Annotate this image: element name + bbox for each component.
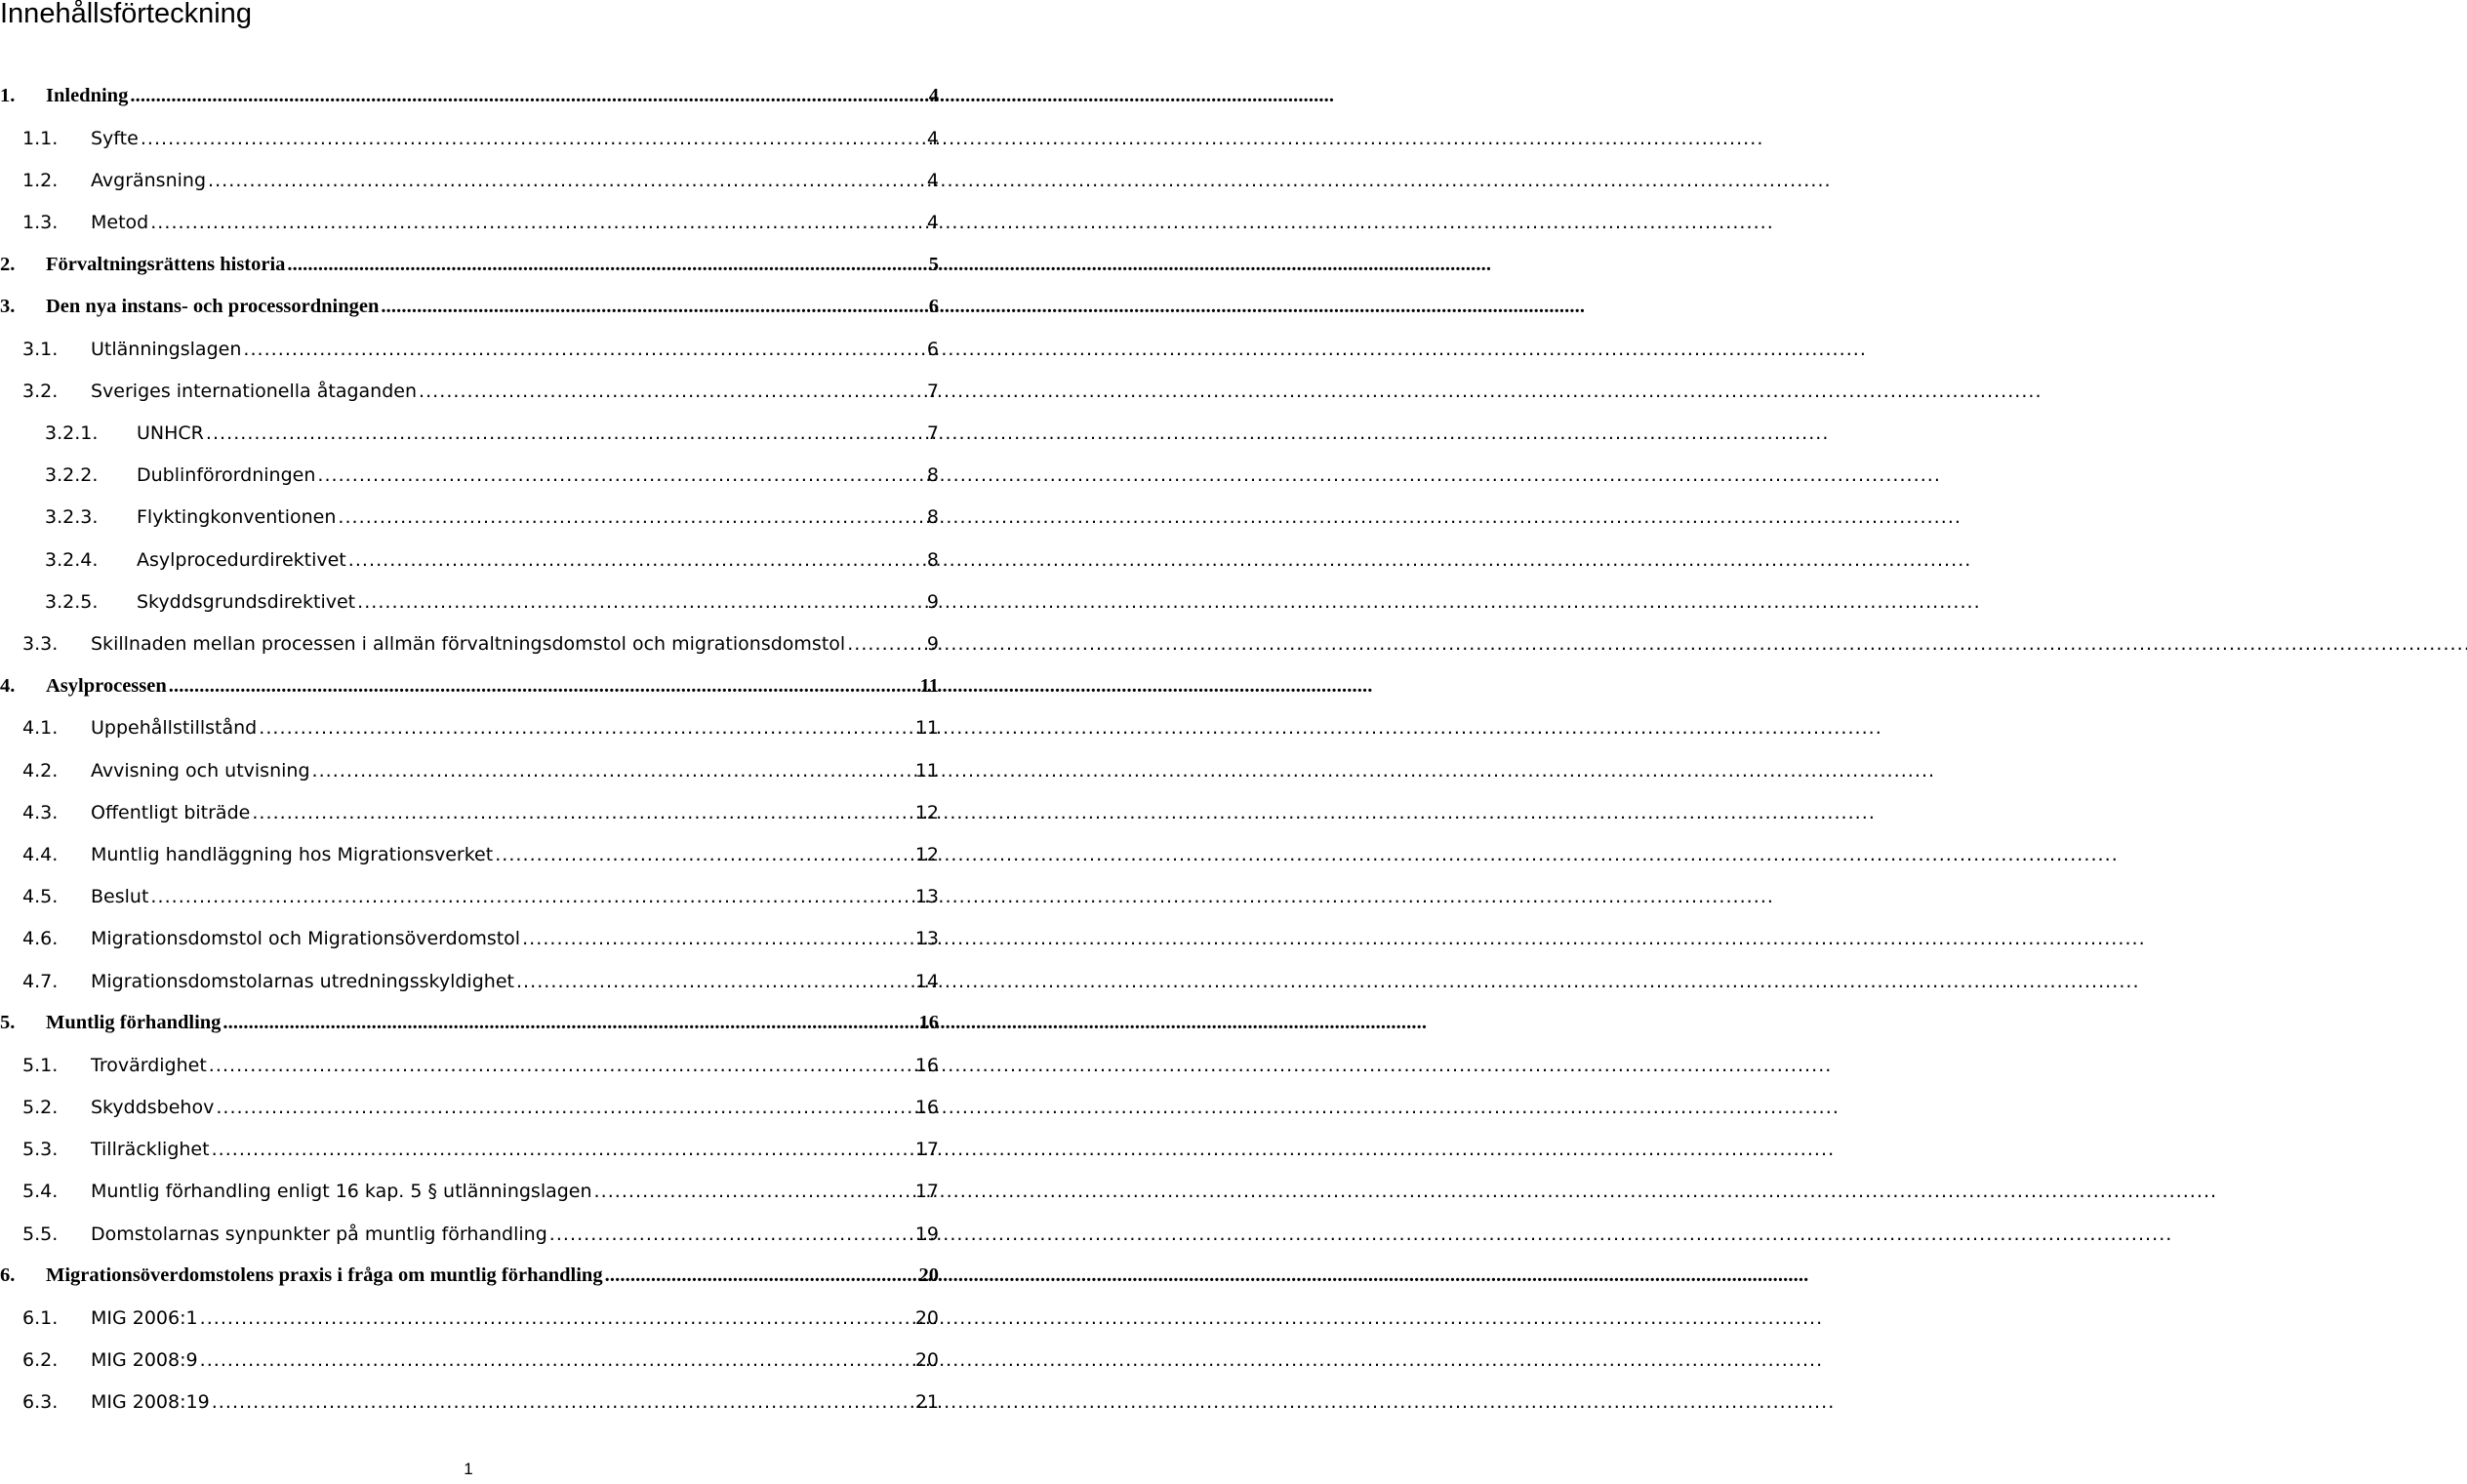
toc-entry-title[interactable]: Flyktingkonventionen (137, 506, 337, 529)
dot-leader (522, 928, 2142, 949)
toc-entry-number: 4.7. (22, 970, 59, 992)
toc-entry-title[interactable]: Skyddsgrundsdirektivet (137, 590, 356, 613)
toc-entry-number: 5.4. (22, 1181, 59, 1203)
toc-entry-number: 5.5. (22, 1223, 59, 1245)
toc-entry-title-leader (91, 717, 918, 739)
toc-entry[interactable] (0, 876, 939, 918)
toc-entry-title[interactable]: Sveriges internationella åtaganden (91, 380, 417, 402)
toc-entry-title[interactable]: Förvaltningsrättens historia (46, 253, 286, 275)
toc-entry-number: 6.3. (22, 1391, 59, 1414)
dot-leader (287, 254, 1488, 276)
toc-entry[interactable] (0, 707, 939, 749)
toc-entry-page: 16 (914, 1097, 939, 1119)
toc-entry[interactable] (0, 455, 939, 497)
toc-entry-title-leader (91, 170, 918, 191)
toc-entry-title[interactable]: Trovärdighet (91, 1054, 207, 1076)
dot-leader (312, 760, 1932, 782)
toc-entry-title[interactable]: Migrationsdomstolarnas utredningsskyldighet (91, 970, 514, 992)
dot-leader (259, 717, 1879, 739)
dot-leader (605, 1264, 1806, 1287)
dot-leader (516, 971, 2136, 992)
toc-entry-title[interactable]: Muntlig förhandling enligt 16 kap. 5 § utlänningslagen (91, 1181, 592, 1203)
toc-entry[interactable] (0, 370, 939, 412)
toc-entry-page: 14 (914, 970, 939, 992)
toc-entry-page: 13 (914, 886, 939, 908)
toc-entry-title-leader (137, 464, 918, 486)
toc-entry[interactable] (0, 749, 939, 791)
toc-entry-title-leader (91, 128, 918, 149)
toc-entry-title-leader (91, 760, 918, 782)
toc-entry-number: 6.2. (22, 1349, 59, 1372)
dot-leader (130, 85, 1331, 107)
toc-entry-number: 6.1. (22, 1307, 59, 1330)
dot-leader (200, 1307, 1820, 1329)
toc-entry-number: 5.2. (22, 1097, 59, 1119)
toc-entry-title[interactable]: MIG 2006:1 (91, 1307, 198, 1330)
dot-leader (317, 464, 1937, 486)
toc-entry-number: 5.3. (22, 1139, 59, 1161)
toc-entry[interactable] (0, 1255, 939, 1297)
toc-entry-page: 8 (926, 548, 939, 571)
toc-entry[interactable] (0, 1213, 939, 1255)
toc-entry-title[interactable]: Skillnaden mellan processen i allmän förvaltningsdomstol och migrationsdomstol (91, 633, 846, 656)
toc-entry[interactable] (0, 622, 939, 664)
toc-entry[interactable] (0, 960, 939, 1002)
toc-entry[interactable] (0, 918, 939, 960)
toc-entry-title[interactable]: Utlänningslagen (91, 338, 242, 360)
toc-entry-title[interactable]: Avgränsning (91, 169, 207, 191)
toc-entry-title-leader (46, 1012, 918, 1034)
toc-entry-title[interactable]: Uppehållstillstånd (91, 717, 258, 740)
toc-entry-page: 16 (918, 1012, 939, 1034)
toc-entry[interactable] (0, 1297, 939, 1339)
toc-entry-title-leader (91, 339, 918, 360)
toc-entry-title[interactable]: Skyddsbehov (91, 1097, 215, 1119)
toc-entry-number: 3.2.1. (45, 422, 99, 445)
dot-leader (169, 675, 1370, 698)
toc-entry-page: 7 (926, 380, 939, 402)
toc-entry-number: 4.4. (22, 843, 59, 865)
toc-entry-page: 16 (914, 1054, 939, 1076)
toc-entry[interactable] (0, 286, 939, 328)
toc-entry-page: 4 (926, 212, 939, 234)
toc-entry-title-leader (46, 254, 918, 276)
dot-leader (206, 422, 1826, 444)
toc-entry-page: 8 (926, 506, 939, 529)
toc-entry-title-leader (91, 633, 918, 655)
table-of-contents (0, 75, 939, 1424)
toc-entry-page: 6 (928, 296, 939, 318)
toc-entry-title-leader (91, 1097, 918, 1118)
toc-entry-page: 6 (926, 338, 939, 360)
toc-entry-number: 5. (0, 1012, 16, 1034)
dot-leader (381, 296, 1582, 318)
toc-entry-title[interactable]: Syfte (91, 127, 139, 149)
toc-entry-number: 3.2.3. (45, 506, 99, 529)
toc-entry-number: 3.2. (22, 380, 59, 402)
toc-entry-title-leader (46, 85, 918, 107)
toc-entry[interactable] (0, 497, 939, 539)
toc-entry-title[interactable]: Metod (91, 212, 149, 234)
toc-entry-title[interactable]: UNHCR (137, 422, 204, 445)
toc-entry-title[interactable]: MIG 2008:9 (91, 1349, 198, 1372)
toc-entry-title-leader (91, 212, 918, 233)
toc-entry-page: 4 (926, 169, 939, 191)
toc-entry-page: 13 (914, 928, 939, 950)
toc-entry-number: 3.2.5. (45, 590, 99, 613)
toc-entry-number: 4.2. (22, 759, 59, 782)
dot-leader (495, 844, 2115, 865)
toc-entry-title[interactable]: Beslut (91, 886, 149, 908)
toc-entry[interactable] (0, 581, 939, 622)
dot-leader (348, 549, 1968, 571)
toc-entry-page: 7 (926, 422, 939, 445)
toc-entry-title-leader (91, 886, 918, 907)
toc-entry-title-leader (137, 506, 918, 528)
toc-entry-title-leader (91, 1391, 918, 1413)
toc-entry-page: 20 (918, 1264, 939, 1287)
toc-entry-title-leader (91, 1307, 918, 1329)
toc-entry-title-leader (137, 549, 918, 571)
dot-leader (338, 506, 1958, 528)
toc-entry[interactable] (0, 539, 939, 581)
toc-entry-title[interactable]: Muntlig förhandling (46, 1012, 222, 1034)
page-number: 1 (464, 1460, 473, 1478)
toc-entry-title[interactable]: Muntlig handläggning hos Migrationsverket (91, 843, 494, 865)
toc-entry-number: 3.2.4. (45, 548, 99, 571)
toc-entry-title[interactable]: Domstolarnas synpunkter på muntlig förhandling (91, 1223, 547, 1245)
toc-entry-title-leader (91, 1139, 918, 1160)
toc-entry[interactable] (0, 117, 939, 159)
toc-entry-title[interactable]: Dublinförordningen (137, 464, 316, 487)
toc-entry-number: 1.2. (22, 169, 59, 191)
toc-entry-title-leader (91, 1181, 918, 1202)
toc-entry-title-leader (91, 1055, 918, 1076)
dot-leader (847, 633, 2467, 655)
dot-leader (357, 591, 1977, 613)
toc-entry-number: 1.1. (22, 127, 59, 149)
toc-entry-title-leader (46, 1264, 918, 1287)
dot-leader (216, 1097, 1836, 1118)
toc-entry-title[interactable]: Asylprocessen (46, 674, 167, 697)
toc-entry-title[interactable]: Migrationsdomstol och Migrationsöverdomstol (91, 928, 521, 950)
toc-entry-title-leader (137, 591, 918, 613)
toc-entry-number: 4.1. (22, 717, 59, 740)
toc-entry-page: 4 (926, 127, 939, 149)
toc-entry-title-leader (91, 381, 918, 402)
dot-leader (208, 170, 1828, 191)
toc-entry[interactable] (0, 1171, 939, 1213)
toc-entry[interactable] (0, 159, 939, 201)
toc-entry[interactable] (0, 833, 939, 875)
toc-entry-title[interactable]: Tillräcklighet (91, 1139, 210, 1161)
toc-entry-title-leader (91, 802, 918, 823)
toc-entry-title[interactable]: Migrationsöverdomstolens praxis i fråga om muntlig förhandling (46, 1264, 603, 1287)
toc-entry-title-leader (46, 675, 918, 698)
toc-entry-title-leader (91, 1349, 918, 1371)
toc-entry-number: 3. (0, 296, 16, 318)
toc-entry-page: 20 (914, 1349, 939, 1372)
toc-entry-page: 12 (914, 801, 939, 823)
toc-entry-title-leader (46, 296, 918, 318)
toc-entry[interactable] (0, 244, 939, 286)
toc-entry-number: 3.2.2. (45, 464, 99, 487)
toc-entry-title[interactable]: Offentligt biträde (91, 801, 251, 823)
dot-leader (222, 1012, 1424, 1034)
toc-entry-page: 11 (919, 674, 939, 697)
dot-leader (200, 1349, 1820, 1371)
toc-entry-number: 3.1. (22, 338, 59, 360)
toc-entry-page: 9 (926, 590, 939, 613)
toc-entry-title[interactable]: Inledning (46, 85, 129, 107)
toc-entry-page: 17 (914, 1139, 939, 1161)
toc-entry-page: 11 (914, 759, 939, 782)
toc-entry-number: 1. (0, 85, 16, 107)
toc-entry-title[interactable]: MIG 2008:19 (91, 1391, 210, 1414)
toc-entry-title-leader (91, 844, 918, 865)
page-title: Innehållsförteckning (0, 0, 252, 29)
toc-entry[interactable] (0, 413, 939, 455)
toc-entry[interactable] (0, 1382, 939, 1424)
toc-entry-page: 8 (926, 464, 939, 487)
dot-leader (150, 886, 1770, 907)
toc-entry[interactable] (0, 1087, 939, 1129)
toc-entry-number: 5.1. (22, 1054, 59, 1076)
toc-entry[interactable] (0, 75, 939, 117)
dot-leader (212, 1391, 1832, 1413)
dot-leader (141, 128, 1760, 149)
toc-entry-number: 1.3. (22, 212, 59, 234)
toc-entry-page: 4 (928, 85, 939, 107)
toc-entry-number: 4.5. (22, 886, 59, 908)
toc-entry-page: 11 (914, 717, 939, 740)
toc-entry-page: 12 (914, 843, 939, 865)
toc-entry-number: 2. (0, 253, 16, 275)
toc-entry-number: 6. (0, 1264, 16, 1287)
toc-entry-title[interactable]: Asylprocedurdirektivet (137, 548, 346, 571)
toc-entry-page: 5 (928, 253, 939, 275)
dot-leader (549, 1223, 2169, 1245)
toc-entry-title-leader (91, 928, 918, 949)
toc-entry-title[interactable]: Den nya instans- och processordningen (46, 296, 380, 318)
toc-entry-page: 9 (926, 633, 939, 656)
toc-entry-page: 17 (914, 1181, 939, 1203)
toc-entry[interactable] (0, 1044, 939, 1086)
toc-entry[interactable] (0, 202, 939, 244)
dot-leader (209, 1055, 1829, 1076)
dot-leader (243, 339, 1863, 360)
dot-leader (150, 212, 1770, 233)
toc-entry-title[interactable]: Avvisning och utvisning (91, 759, 310, 782)
dot-leader (212, 1139, 1832, 1160)
toc-entry-number: 4.3. (22, 801, 59, 823)
toc-entry-number: 4. (0, 674, 16, 697)
toc-entry-title-leader (91, 971, 918, 992)
toc-entry[interactable] (0, 791, 939, 833)
toc-entry[interactable] (0, 1129, 939, 1171)
toc-entry[interactable] (0, 665, 939, 707)
toc-entry-page: 19 (914, 1223, 939, 1245)
toc-entry[interactable] (0, 1340, 939, 1382)
toc-entry[interactable] (0, 328, 939, 370)
dot-leader (594, 1181, 2214, 1202)
toc-entry-page: 20 (914, 1307, 939, 1330)
toc-entry-number: 4.6. (22, 928, 59, 950)
toc-entry-number: 3.3. (22, 633, 59, 656)
toc-entry-title-leader (137, 422, 918, 444)
toc-entry-title-leader (91, 1223, 918, 1245)
dot-leader (419, 381, 2039, 402)
dot-leader (252, 802, 1872, 823)
toc-entry-page: 21 (914, 1391, 939, 1414)
toc-entry[interactable] (0, 1002, 939, 1044)
